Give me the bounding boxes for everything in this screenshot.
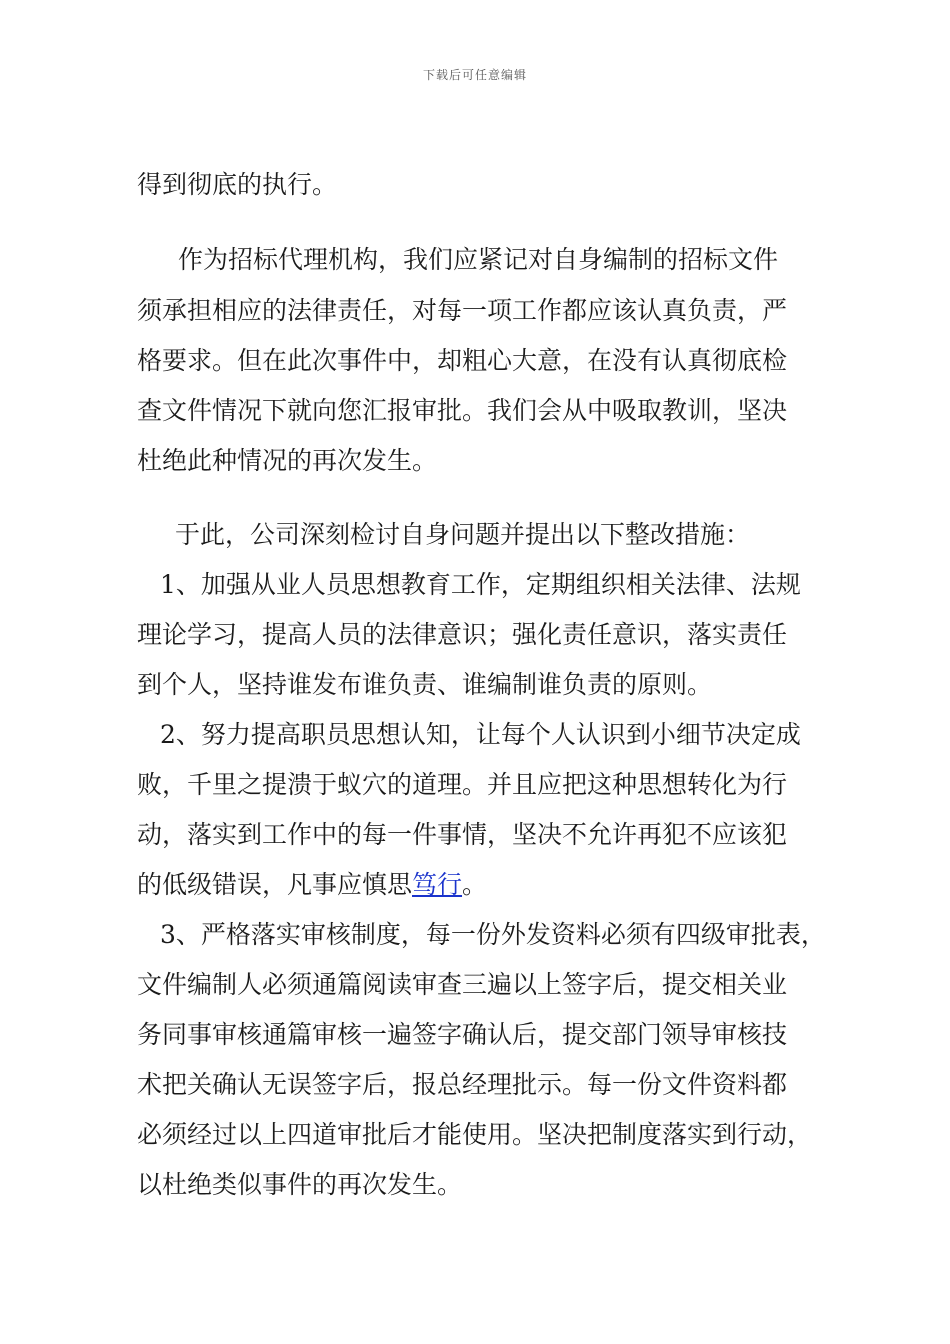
paragraph-line: 格要求。但在此次事件中，却粗心大意，在没有认真彻底检	[137, 346, 788, 375]
list-item-line: 到个人，坚持谁发布谁负责、谁编制谁负责的原则。	[137, 670, 713, 699]
paragraph-line: 须承担相应的法律责任，对每一项工作都应该认真负责，严	[137, 296, 788, 325]
hyperlink[interactable]: 笃行	[412, 870, 463, 899]
paragraph-line: 于此，公司深刻检讨自身问题并提出以下整改措施：	[175, 520, 751, 549]
list-item-line: 1、加强从业人员思想教育工作，定期组织相关法律、法规	[160, 570, 801, 599]
paragraph-line: 作为招标代理机构，我们应紧记对自身编制的招标文件	[178, 245, 779, 274]
list-item-line: 2、努力提高职员思想认知，让每个人认识到小细节决定成	[160, 720, 801, 749]
paragraph-line: 得到彻底的执行。	[137, 170, 338, 199]
list-item-line: 文件编制人必须通篇阅读审查三遍以上签字后，提交相关业	[137, 970, 788, 999]
list-item-line: 败，千里之提溃于蚁穴的道理。并且应把这种思想转化为行	[137, 770, 788, 799]
list-item-line: 理论学习，提高人员的法律意识；强化责任意识，落实责任	[137, 620, 788, 649]
line-text: 的低级错误，凡事应慎思	[137, 870, 413, 899]
paragraph-line: 查文件情况下就向您汇报审批。我们会从中吸取教训，坚决	[137, 396, 788, 425]
list-item-line: 术把关确认无误签字后，报总经理批示。每一份文件资料都	[137, 1070, 788, 1099]
list-item-line: 3、严格落实审核制度，每一份外发资料必须有四级审批表，	[160, 920, 826, 949]
list-item-line: 动，落实到工作中的每一件事情，坚决不允许再犯不应该犯	[137, 820, 788, 849]
paragraph-line: 杜绝此种情况的再次发生。	[137, 446, 438, 475]
list-item-line: 必须经过以上四道审批后才能使用。坚决把制度落实到行动，	[137, 1120, 813, 1149]
list-item-line: 务同事审核通篇审核一遍签字确认后，提交部门领导审核技	[137, 1020, 788, 1049]
list-item-line	[137, 870, 487, 900]
page-header: 下载后可任意编辑	[422, 68, 527, 82]
list-item-line: 以杜绝类似事件的再次发生。	[137, 1170, 463, 1199]
line-text: 。	[462, 870, 488, 899]
